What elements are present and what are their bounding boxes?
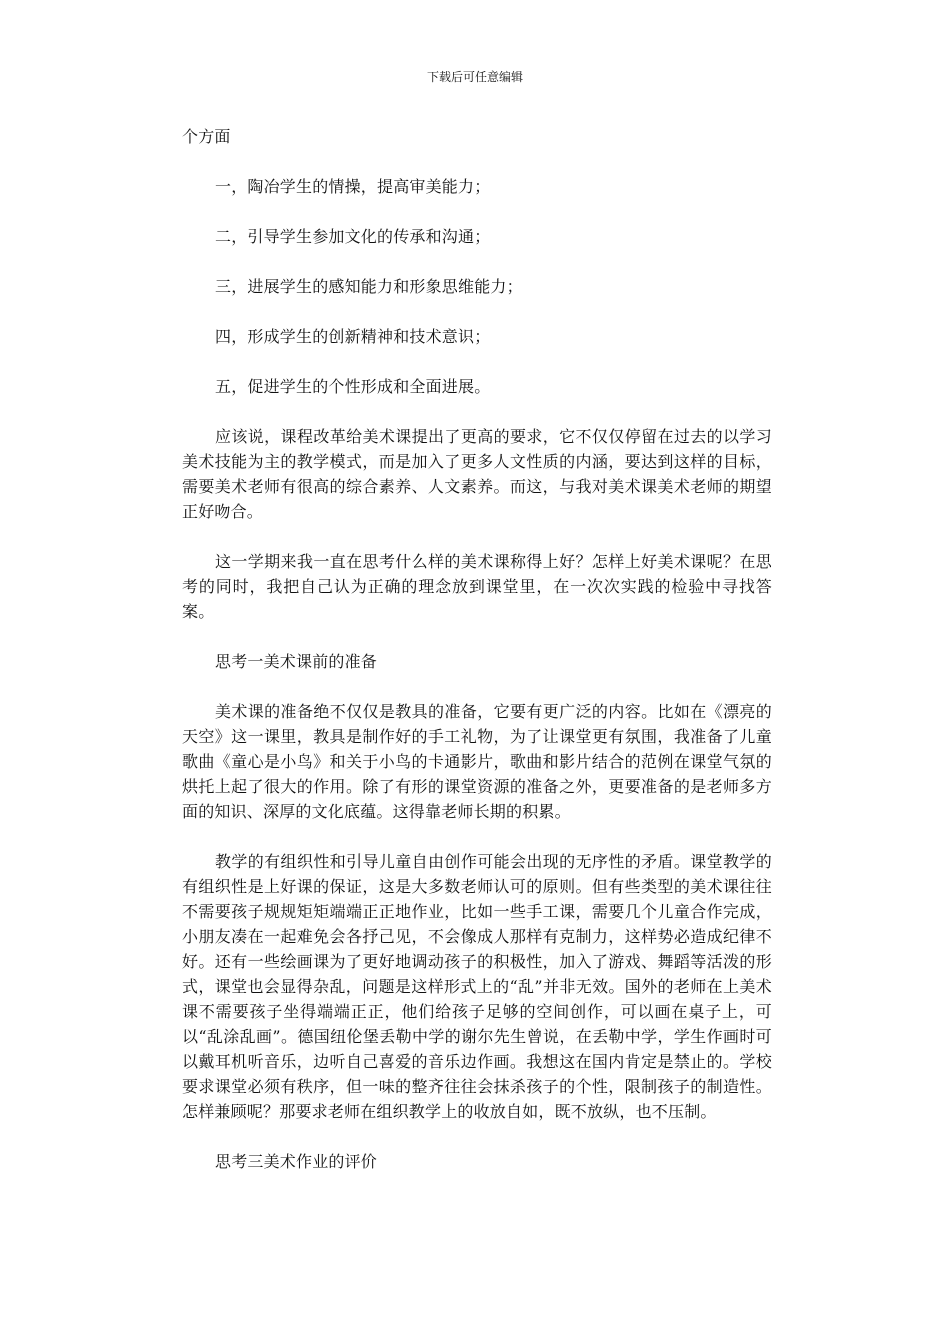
- paragraph-organization: 教学的有组织性和引导儿童自由创作可能会出现的无序性的矛盾。课堂教学的有组织性是上好课的保证，这是大多数老师认可的原则。但有些类型的美术课往往不需要孩子规规矩矩端端正正地作业，比如一些手工课，需要几个儿童合作完成，小朋友凑在一起难免会各抒己见，不会像成人那样有克制力，这样势必造成纪律不好。还有一些绘画课为了更好地调动孩子的积极性，加入了游戏、舞蹈等活泼的形式，课堂也会显得杂乱，问题是这样形式上的“乱”并非无效。国外的老师在上美术课不需要孩子坐得端端正正，他们给孩子足够的空间创作，可以画在桌子上，可以“乱涂乱画”。德国纽伦堡丢勒中学的谢尔先生曾说，在丢勒中学，学生作画时可以戴耳机听音乐，边听自己喜爱的音乐边作画。我想这在国内肯定是禁止的。学校要求课堂必须有秩序，但一味的整齐往往会抹杀孩子的个性，限制孩子的制造性。怎样兼顾呢？那要求老师在组织教学上的收放自如，既不放纵，也不压制。: [182, 852, 772, 1121]
- section-heading-3: 思考三美术作业的评价: [215, 1152, 378, 1171]
- page-header: 下载后可任意编辑: [426, 70, 523, 84]
- list-item-5: 五，促进学生的个性形成和全面进展。: [215, 377, 491, 396]
- paragraph-intro: 个方面: [182, 127, 231, 146]
- document-body: [182, 124, 772, 1174]
- list-item-1: 一，陶冶学生的情操，提高审美能力；: [215, 177, 491, 196]
- list-item-3: 三，进展学生的感知能力和形象思维能力；: [215, 277, 523, 296]
- section-heading-1: 思考一美术课前的准备: [215, 652, 378, 671]
- list-item-2: 二，引导学生参加文化的传承和沟通；: [215, 227, 491, 246]
- list-item-4: 四，形成学生的创新精神和技术意识；: [215, 327, 491, 346]
- paragraph-preparation: 美术课的准备绝不仅仅是教具的准备，它要有更广泛的内容。比如在《漂亮的天空》这一课里，教具是制作好的手工礼物，为了让课堂更有氛围，我准备了儿童歌曲《童心是小鸟》和关于小鸟的卡通影片，歌曲和影片结合的范例在课堂气氛的烘托上起了很大的作用。除了有形的课堂资源的准备之外，更要准备的是老师多方面的知识、深厚的文化底蕴。这得靠老师长期的积累。: [182, 702, 772, 821]
- paragraph-reflection: 这一学期来我一直在思考什么样的美术课称得上好？怎样上好美术课呢？在思考的同时，我把自己认为正确的理念放到课堂里，在一次次实践的检验中寻找答案。: [182, 552, 772, 621]
- paragraph-curriculum-reform: 应该说，课程改革给美术课提出了更高的要求，它不仅仅停留在过去的以学习美术技能为主的教学模式，而是加入了更多人文性质的内涵，要达到这样的目标，需要美术老师有很高的综合素养、人文素养。而这，与我对美术课美术老师的期望正好吻合。: [182, 427, 772, 521]
